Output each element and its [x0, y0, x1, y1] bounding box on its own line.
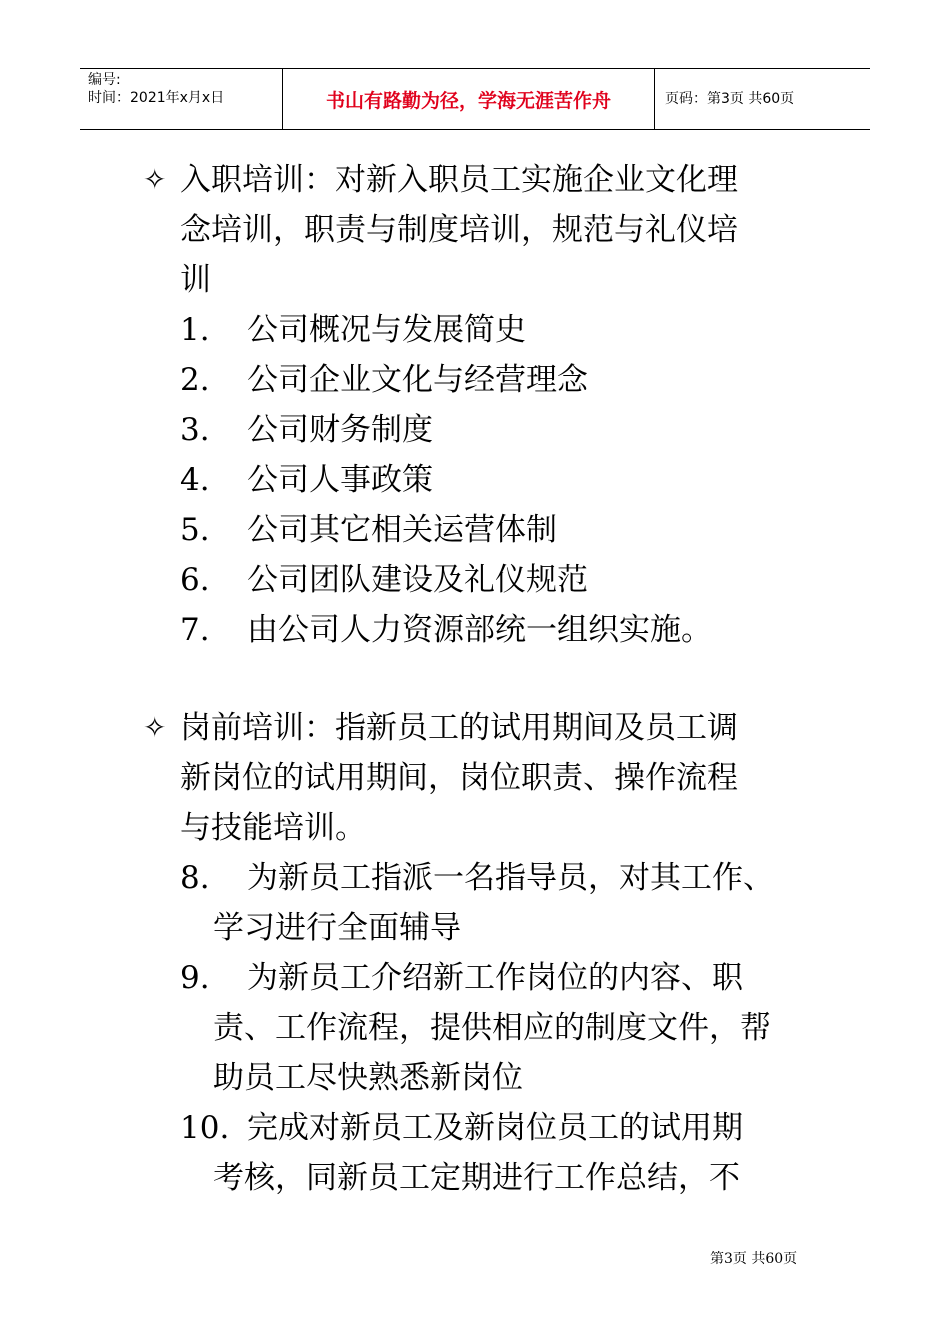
diamond-bullet-icon: ✧: [143, 711, 167, 744]
list-item-number: 4.: [180, 462, 210, 498]
list-item-text: 完成对新员工及新岗位员工的试用期: [247, 1110, 743, 1146]
header-page-label: 页码：第3页 共60页: [665, 91, 795, 107]
list-item-text: 学习进行全面辅导: [213, 910, 461, 946]
list-item-text: 公司财务制度: [247, 412, 433, 448]
section1-line-3: 训: [180, 262, 211, 298]
section1-line-2: 念培训，职责与制度培训，规范与礼仪培: [180, 212, 738, 248]
list-item-text: 为新员工指派一名指导员，对其工作、: [247, 860, 774, 896]
list-item-text: 责、工作流程，提供相应的制度文件，帮: [213, 1010, 771, 1046]
list-item-number: 6.: [180, 562, 210, 598]
section2-line-2: 新岗位的试用期间，岗位职责、操作流程: [180, 760, 738, 796]
list-item-text: 公司团队建设及礼仪规范: [247, 562, 588, 598]
section1-line-1: 入职培训：对新入职员工实施企业文化理: [180, 162, 738, 198]
list-item-number: 9.: [180, 960, 210, 996]
list-item-number: 8.: [180, 860, 210, 896]
list-item-text: 考核，同新员工定期进行工作总结，不: [213, 1160, 740, 1196]
list-item-number: 7.: [180, 612, 210, 648]
page-footer: 第3页 共60页: [710, 1251, 798, 1267]
list-item-text: 公司人事政策: [247, 462, 433, 498]
list-item-text: 为新员工介绍新工作岗位的内容、职: [247, 960, 743, 996]
list-item-text: 公司其它相关运营体制: [247, 512, 557, 548]
list-item-number: 10.: [180, 1110, 230, 1146]
list-item-text: 助员工尽快熟悉新岗位: [213, 1060, 523, 1096]
list-item-number: 3.: [180, 412, 210, 448]
list-item-text: 公司企业文化与经营理念: [247, 362, 588, 398]
diamond-bullet-icon: ✧: [143, 163, 167, 196]
header-motto-cell: [282, 69, 655, 129]
header-left-cell: [80, 69, 282, 129]
section2-line-3: 与技能培训。: [180, 810, 366, 846]
list-item-number: 5.: [180, 512, 210, 548]
header-number-label: 编号:: [88, 72, 121, 88]
header-page-cell: [655, 69, 870, 129]
list-item-text: 由公司人力资源部统一组织实施。: [247, 612, 712, 648]
list-item-number: 2.: [180, 362, 210, 398]
page-header: [80, 68, 870, 130]
section2-line-1: 岗前培训：指新员工的试用期间及员工调: [180, 710, 738, 746]
list-item-text: 公司概况与发展简史: [247, 312, 526, 348]
header-time-label: 时间：2021年x月x日: [88, 90, 225, 106]
header-motto: 书山有路勤为径，学海无涯苦作舟: [325, 89, 611, 112]
list-item-number: 1.: [180, 312, 210, 348]
